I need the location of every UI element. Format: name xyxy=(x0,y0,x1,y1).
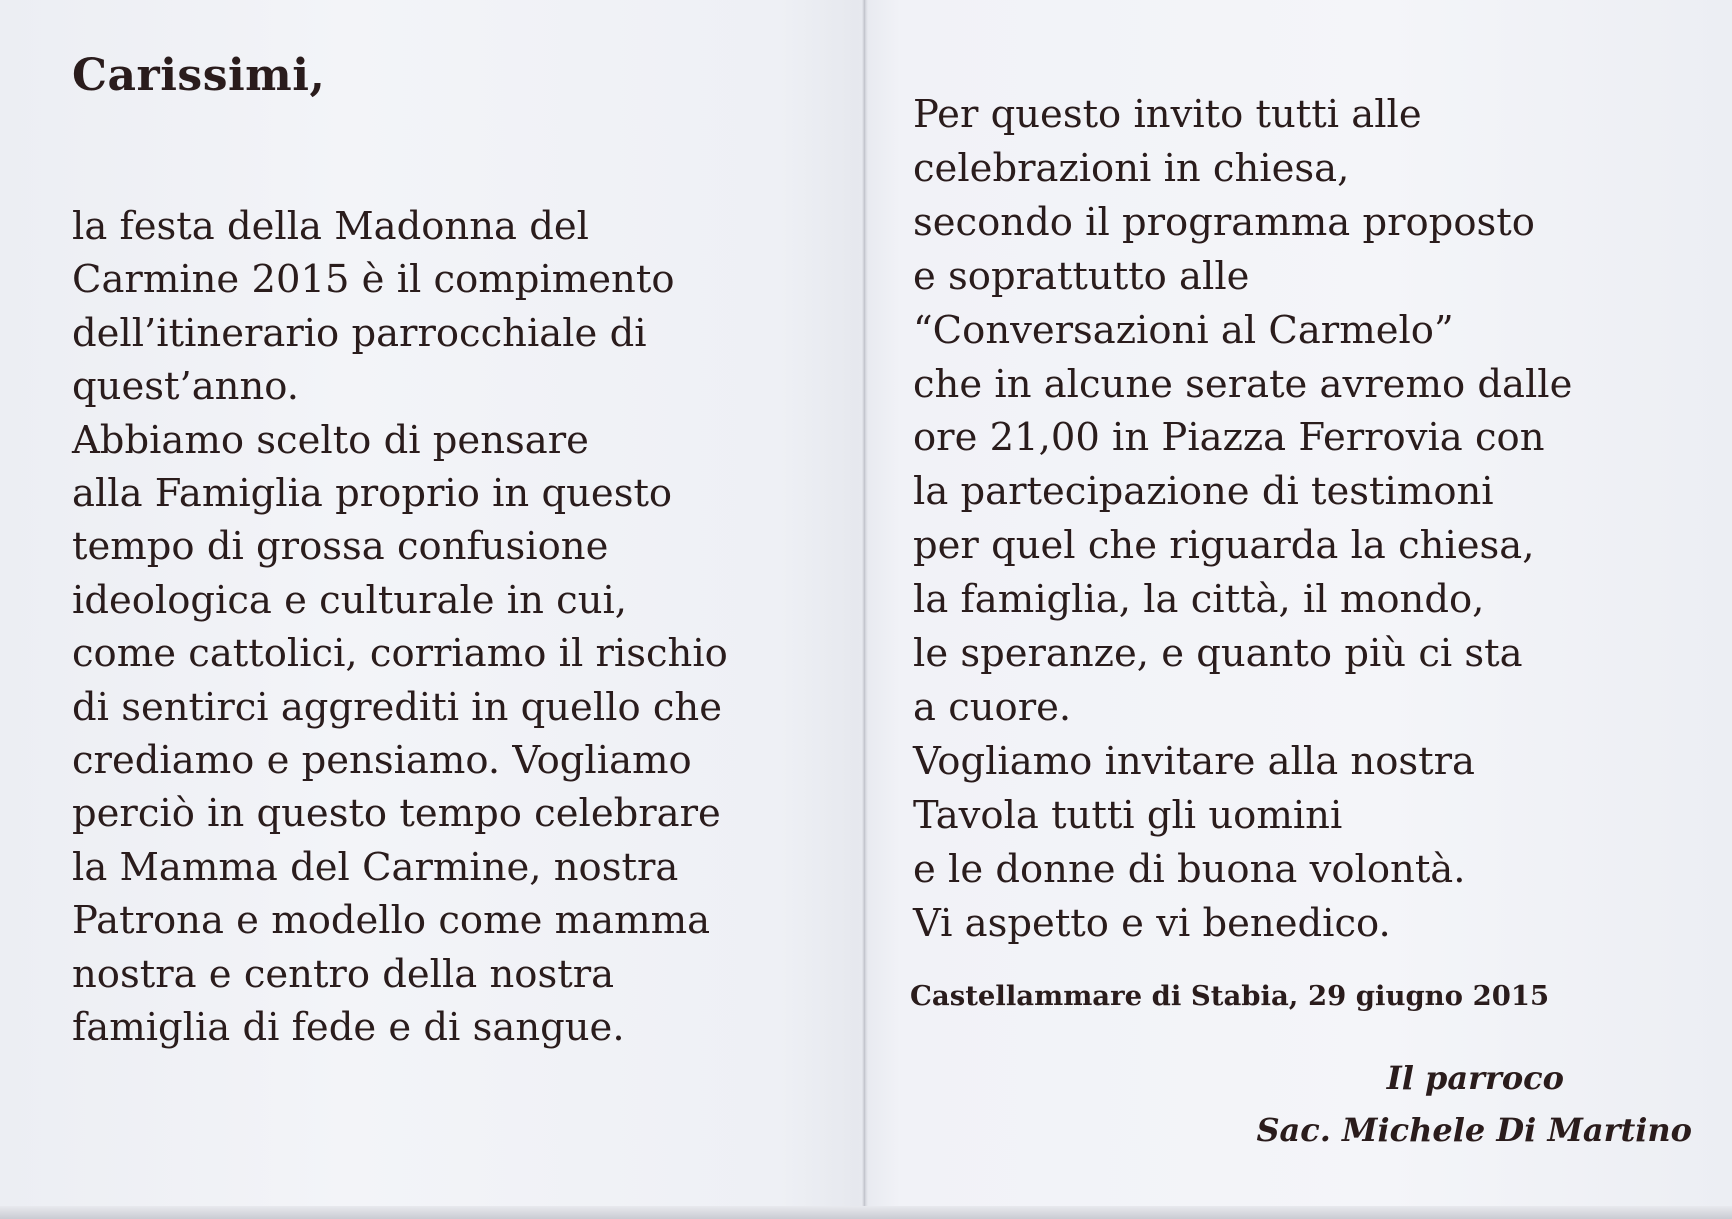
right-body-text xyxy=(913,88,1713,951)
text-line: nostra e centro della nostra xyxy=(72,951,615,997)
right-page xyxy=(913,88,1713,951)
text-line: secondo il programma proposto xyxy=(913,199,1535,245)
signature-block xyxy=(1256,1052,1692,1156)
text-line: che in alcune serate avremo dalle xyxy=(913,361,1573,407)
signature-title: Il parroco xyxy=(1386,1059,1564,1097)
text-line: Per questo invito tutti alle xyxy=(913,92,1422,137)
text-line: le speranze, e quanto più ci sta xyxy=(913,631,1523,677)
center-fold xyxy=(862,0,868,1219)
text-line: ore 21,00 in Piazza Ferrovia con xyxy=(913,415,1545,461)
text-line: a cuore. xyxy=(913,684,1072,730)
text-line: Carmine 2015 è il compimento xyxy=(72,257,675,303)
text-line: la Mamma del Carmine, nostra xyxy=(72,844,679,890)
text-line: Vi aspetto e vi benedico. xyxy=(913,900,1391,946)
text-line: perciò in questo tempo celebrare xyxy=(72,791,721,837)
place-and-date: Castellammare di Stabia, 29 giugno 2015 xyxy=(910,980,1550,1012)
text-line: crediamo e pensiamo. Vogliamo xyxy=(72,738,692,784)
text-line: Abbiamo scelto di pensare xyxy=(72,417,589,463)
text-line: Vogliamo invitare alla nostra xyxy=(913,738,1475,784)
text-line: tempo di grossa confusione xyxy=(72,524,609,570)
greeting-heading: Carissimi, xyxy=(72,50,326,101)
text-line: la festa della Madonna del xyxy=(72,204,589,249)
text-line: per quel che riguarda la chiesa, xyxy=(913,523,1535,569)
left-page xyxy=(72,46,852,1055)
text-line: e soprattutto alle xyxy=(913,253,1250,299)
text-line: come cattolici, corriamo il rischio xyxy=(72,631,728,677)
text-line: dell’itinerario parrocchiale di xyxy=(72,310,647,356)
left-body-text xyxy=(72,200,852,1055)
text-line: Tavola tutti gli uomini xyxy=(913,792,1343,838)
text-line: quest’anno. xyxy=(72,364,299,410)
text-line: la famiglia, la città, il mondo, xyxy=(913,577,1485,623)
text-line: di sentirci aggrediti in quello che xyxy=(72,684,723,730)
text-line: ideologica e culturale in cui, xyxy=(72,577,628,623)
card-bottom-edge xyxy=(0,1206,1732,1219)
text-line: alla Famiglia proprio in questo xyxy=(72,471,673,517)
signature-name: Sac. Michele Di Martino xyxy=(1256,1111,1692,1149)
text-line: celebrazioni in chiesa, xyxy=(913,145,1350,191)
text-line: Patrona e modello come mamma xyxy=(72,898,711,944)
text-line: famiglia di fede e di sangue. xyxy=(72,1005,625,1051)
text-line: la partecipazione di testimoni xyxy=(913,469,1494,515)
text-line: “Conversazioni al Carmelo” xyxy=(913,307,1454,353)
text-line: e le donne di buona volontà. xyxy=(913,846,1466,892)
